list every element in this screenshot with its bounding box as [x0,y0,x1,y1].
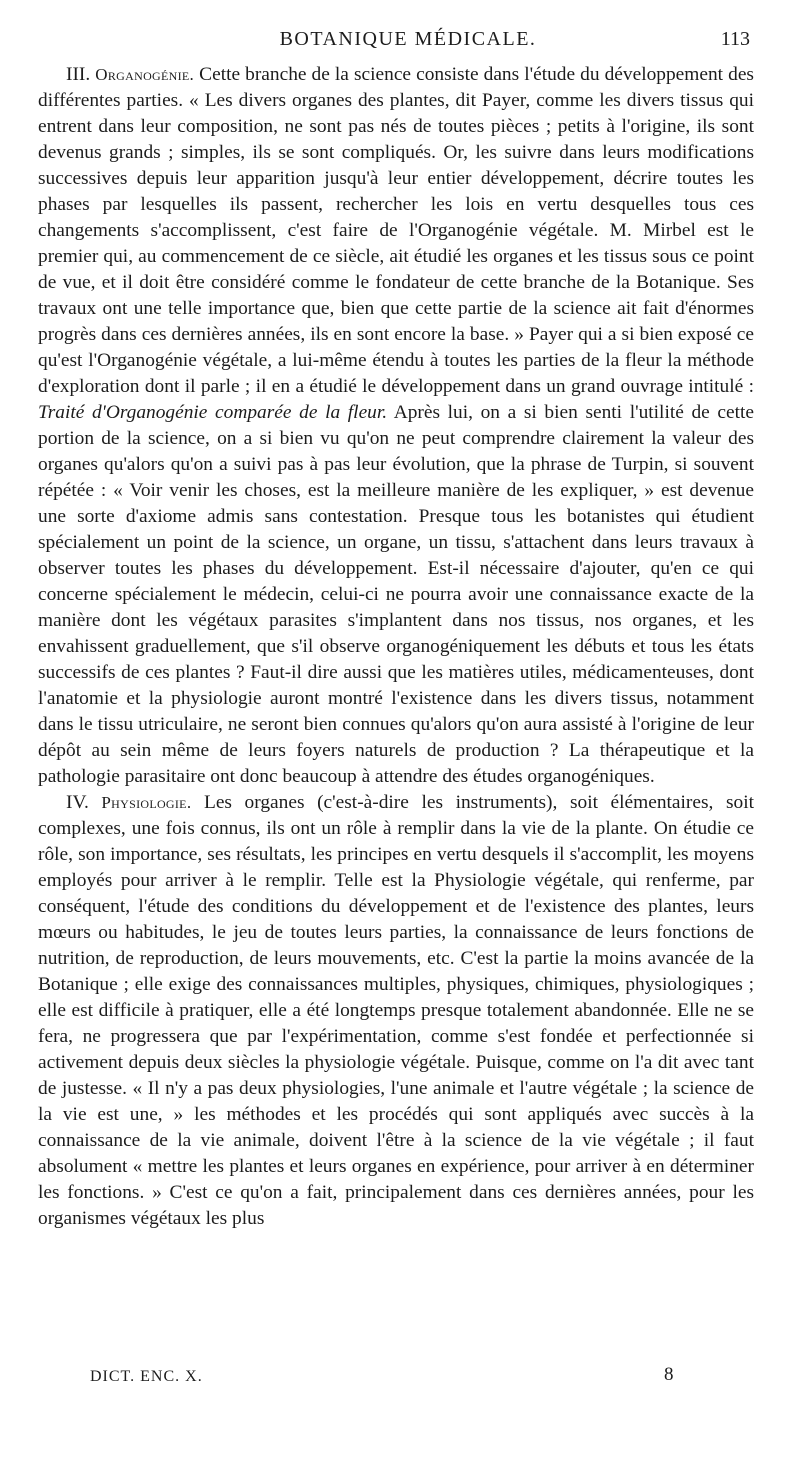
sheet-number: 8 [664,1364,674,1385]
running-title: BOTANIQUE MÉDICALE. [279,28,537,50]
book-title: Traité d'Organogénie comparée de la fleur. [38,402,388,423]
section-physiologie [38,790,754,1232]
section-numeral: IV. [66,792,89,813]
paragraph-text: Cette branche de la science consiste dans l'étude du développement des différentes parties. « Les divers organes des plantes, dit Payer, comme les divers tissus qui entrent dans leur composition, ne sont pas nés de toutes pièces ; petits à l'origine, ils sont devenus grands ; simples, ils se sont compliqués. Or, les suivre dans leurs modifications successives depuis leur apparition jusqu'à leur entier développement, décrire toutes les phases par lesquelles ils passent, rechercher les lois en vertu desquelles tous ces changements s'accomplissent, c'est faire de l'Organogénie végétale. M. Mirbel est le premier qui, au commencement de ce siècle, ait étudié les organes et les tissus sous ce point de vue, et il doit être considéré comme le fondateur de cette branche de la Botanique. Ses travaux ont une telle importance que, bien que cette partie de la science ait fait d'énormes progrès dans ces dernières années, ils en sont encore la base. » Payer qui a si bien exposé ce qu'est l'Organogénie végétale, a lui-même étendu à toutes les parties de la fleur la méthode d'exploration dont il parle ; il en a étudié le développement dans un grand ouvrage intitulé : [38,64,754,397]
paragraph-text: Après lui, on a si bien senti l'utilité de cette portion de la science, on a si bien vu qu'on ne peut comprendre clairement la valeur des organes qu'alors qu'on a suivi pas à pas leur évolution, que la phrase de Turpin, si souvent répétée : « Voir venir les choses, est la meilleure manière de les expliquer, » est devenue une sorte d'axiome admis sans contestation. Presque tous les botanistes qui étudient spécialement un point de la science, un organe, un tissu, s'attachent dans leurs travaux à observer toutes les phases du développement. Est-il nécessaire d'ajouter, qu'en ce qui concerne spécialement le médecin, celui-ci ne pourra avoir une connaissance exacte de la manière dont les végétaux parasites s'implantent dans nos tissus, nos organes, et les envahissent graduellement, que s'il observe organogéniquement les débuts et tous les états successifs de ces plantes ? Faut-il dire aussi que les matières utiles, médicamenteuses, dont l'anatomie et la physiologie auront montré l'existence dans les divers tissus, notamment dans le tissu utriculaire, ne seront bien connues qu'alors qu'on aura assisté à l'origine de leur dépôt au sein même de leurs foyers naturels de production ? La thérapeutique et la pathologie parasitaire ont donc beaucoup à attendre des études organogéniques. [38,402,754,787]
section-numeral: III. [66,64,91,85]
signature-mark: DICT. ENC. X. [90,1368,203,1385]
section-heading: Organogénie. [95,65,195,84]
body-text [38,62,754,1232]
paragraph-text: Les organes (c'est-à-dire les instruments), soit élémentaires, soit complexes, une fois connus, ils ont un rôle à remplir dans la vie de la plante. On étudie ce rôle, son importance, ses résultats, les principes en vertu desquels il s'accomplit, les moyens employés pour arriver à le remplir. Telle est la Physiologie végétale, qui renferme, par conséquent, l'étude des conditions du développement et de l'existence des plantes, leurs mœurs ou habitudes, le jeu de toutes leurs parties, la connaissance de leurs fonctions de nutrition, de reproduction, de leurs mouvements, etc. C'est la partie la moins avancée de la Botanique ; elle exige des connaissances multiples, physiques, chimiques, physiologiques ; elle est difficile à pratiquer, elle a été longtemps presque totalement abandonnée. Elle ne se fera, ne progressera que par l'expérimentation, comme s'est fondée et perfectionnée si activement depuis deux siècles la physiologie végétale. Puisque, comme on l'a dit avec tant de justesse. « Il n'y a pas deux physiologies, l'une animale et l'autre végétale ; la science de la vie est une, » les méthodes et les procédés qui sont appliqués avec succès à la connaissance de la vie animale, doivent l'être à la science de la vie végétale ; il faut absolument « mettre les plantes et leurs organes en expérience, pour arriver à en déterminer les fonctions. » C'est ce qu'on a fait, principalement dans ces dernières années, pour les organismes végétaux les plus [38,792,754,1229]
section-heading: Physiologie. [101,793,192,812]
page-footer [90,1364,690,1390]
page-number: 113 [720,28,750,50]
section-organogenie [38,62,754,790]
running-head [66,28,750,54]
